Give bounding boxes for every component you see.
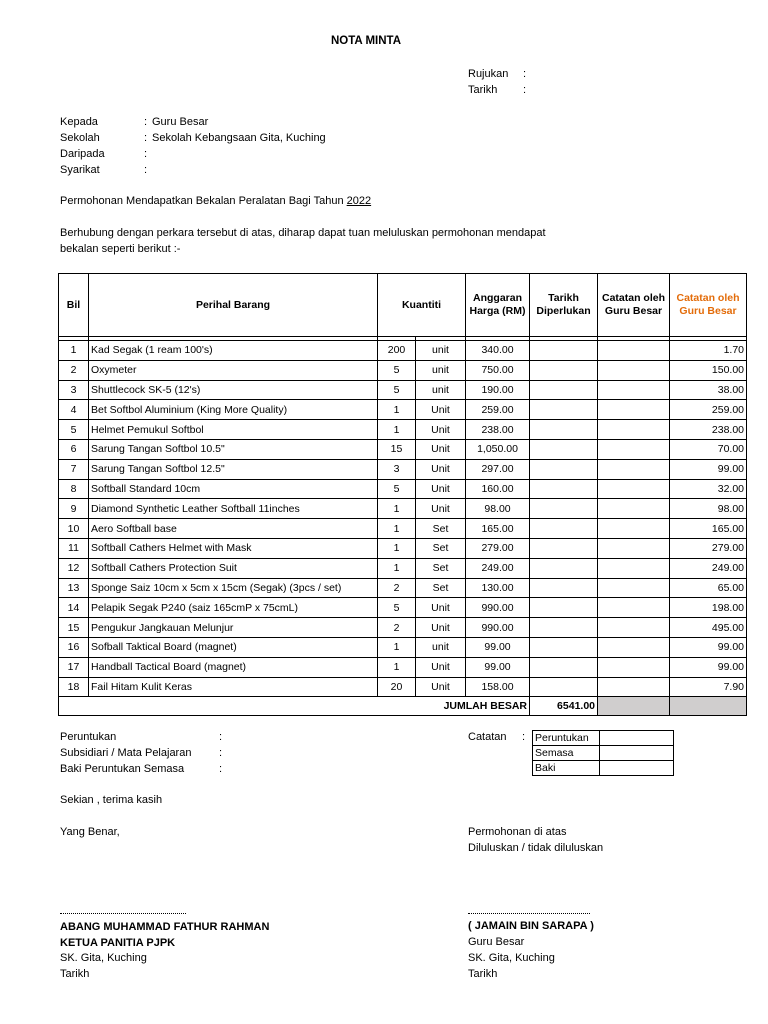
row-unit: Unit <box>416 499 466 519</box>
row-price: 297.00 <box>466 459 530 479</box>
row-bil: 3 <box>59 380 89 400</box>
row-bil: 6 <box>59 439 89 459</box>
row-price: 158.00 <box>466 677 530 697</box>
row-catatan <box>598 598 670 618</box>
row-note: 1.70 <box>670 341 747 361</box>
row-bil: 10 <box>59 519 89 539</box>
table-row <box>59 341 747 361</box>
row-unit: Unit <box>416 400 466 420</box>
table-row <box>59 677 747 697</box>
row-bil: 18 <box>59 677 89 697</box>
row-bil: 11 <box>59 538 89 558</box>
row-catatan <box>598 380 670 400</box>
syarikat-label: Syarikat <box>60 164 100 176</box>
row-note: 99.00 <box>670 459 747 479</box>
row-unit: Unit <box>416 459 466 479</box>
table-row <box>59 657 747 677</box>
kepada-colon: : <box>144 116 148 128</box>
row-tarikh <box>530 637 598 657</box>
row-catatan <box>598 479 670 499</box>
catatan-peruntukan: Peruntukan <box>533 731 600 746</box>
row-unit: unit <box>416 380 466 400</box>
thanks-text: Sekian , terima kasih <box>60 794 163 806</box>
signatory-right-name: ( JAMAIN BIN SARAPA ) <box>468 920 594 932</box>
row-item: Softball Cathers Helmet with Mask <box>89 538 378 558</box>
header-tarikh: Tarikh Diperlukan <box>530 274 598 337</box>
row-catatan <box>598 538 670 558</box>
row-note: 99.00 <box>670 637 747 657</box>
row-bil: 16 <box>59 637 89 657</box>
table-row <box>59 479 747 499</box>
row-item: Pelapik Segak P240 (saiz 165cmP x 75cmL) <box>89 598 378 618</box>
row-item: Bet Softbol Aluminium (King More Quality) <box>89 400 378 420</box>
row-tarikh <box>530 420 598 440</box>
row-tarikh <box>530 538 598 558</box>
row-unit: Unit <box>416 598 466 618</box>
yang-benar-text: Yang Benar, <box>60 826 120 838</box>
syarikat-colon: : <box>144 164 148 176</box>
table-row <box>59 380 747 400</box>
signatory-left-school: SK. Gita, Kuching <box>60 952 147 964</box>
row-catatan <box>598 657 670 677</box>
catatan-table <box>532 730 674 776</box>
row-note: 7.90 <box>670 677 747 697</box>
row-note: 32.00 <box>670 479 747 499</box>
row-note: 238.00 <box>670 420 747 440</box>
table-row <box>59 360 747 380</box>
row-note: 38.00 <box>670 380 747 400</box>
table-row <box>59 499 747 519</box>
row-unit: unit <box>416 637 466 657</box>
row-tarikh <box>530 519 598 539</box>
signatory-right-school: SK. Gita, Kuching <box>468 952 555 964</box>
row-bil: 5 <box>59 420 89 440</box>
row-qty: 1 <box>378 519 416 539</box>
row-price: 990.00 <box>466 598 530 618</box>
table-row <box>59 578 747 598</box>
table-row <box>59 618 747 638</box>
row-tarikh <box>530 598 598 618</box>
row-unit: Unit <box>416 618 466 638</box>
row-unit: Set <box>416 558 466 578</box>
row-qty: 20 <box>378 677 416 697</box>
table-row <box>59 519 747 539</box>
row-note: 259.00 <box>670 400 747 420</box>
row-price: 190.00 <box>466 380 530 400</box>
row-catatan <box>598 420 670 440</box>
row-item: Oxymeter <box>89 360 378 380</box>
row-catatan <box>598 459 670 479</box>
row-qty: 3 <box>378 459 416 479</box>
row-catatan <box>598 618 670 638</box>
row-unit: Set <box>416 519 466 539</box>
baki-label: Baki Peruntukan Semasa <box>60 763 185 775</box>
row-tarikh <box>530 578 598 598</box>
row-catatan <box>598 578 670 598</box>
row-price: 98.00 <box>466 499 530 519</box>
row-qty: 15 <box>378 439 416 459</box>
row-item: Pengukur Jangkauan Melunjur <box>89 618 378 638</box>
row-item: Softball Cathers Protection Suit <box>89 558 378 578</box>
row-qty: 5 <box>378 598 416 618</box>
row-price: 130.00 <box>466 578 530 598</box>
row-unit: Unit <box>416 420 466 440</box>
row-bil: 15 <box>59 618 89 638</box>
header-anggaran: Anggaran Harga (RM) <box>466 274 530 337</box>
row-unit: unit <box>416 341 466 361</box>
row-bil: 13 <box>59 578 89 598</box>
row-note: 99.00 <box>670 657 747 677</box>
row-price: 99.00 <box>466 657 530 677</box>
row-catatan <box>598 677 670 697</box>
row-item: Sponge Saiz 10cm x 5cm x 15cm (Segak) (3pcs / set) <box>89 578 378 598</box>
row-item: Softball Standard 10cm <box>89 479 378 499</box>
row-note: 279.00 <box>670 538 747 558</box>
peruntukan-label: Peruntukan <box>60 731 117 743</box>
row-tarikh <box>530 341 598 361</box>
row-price: 279.00 <box>466 538 530 558</box>
row-qty: 1 <box>378 499 416 519</box>
row-tarikh <box>530 499 598 519</box>
row-note: 249.00 <box>670 558 747 578</box>
row-unit: Set <box>416 578 466 598</box>
row-note: 98.00 <box>670 499 747 519</box>
kepada-value: Guru Besar <box>152 116 209 128</box>
row-tarikh <box>530 657 598 677</box>
row-qty: 2 <box>378 578 416 598</box>
row-price: 99.00 <box>466 637 530 657</box>
kepada-label: Kepada <box>60 116 98 128</box>
catatan-label: Catatan <box>468 731 507 743</box>
subject-text: Permohonan Mendapatkan Bekalan Peralatan Bagi Tahun <box>60 195 344 207</box>
row-note: 65.00 <box>670 578 747 598</box>
signatory-right-title: Guru Besar <box>468 936 525 948</box>
tarikh-label: Tarikh <box>468 84 498 96</box>
row-unit: Set <box>416 538 466 558</box>
tarikh-colon: : <box>523 84 527 96</box>
peruntukan-colon: : <box>219 731 223 743</box>
row-item: Kad Segak (1 ream 100's) <box>89 341 378 361</box>
row-price: 1,050.00 <box>466 439 530 459</box>
row-item: Diamond Synthetic Leather Softball 11inches <box>89 499 378 519</box>
permohonan-line-1: Permohonan di atas <box>468 826 567 838</box>
row-qty: 200 <box>378 341 416 361</box>
row-note: 495.00 <box>670 618 747 638</box>
sekolah-colon: : <box>144 132 148 144</box>
row-item: Shuttlecock SK-5 (12's) <box>89 380 378 400</box>
row-note: 150.00 <box>670 360 747 380</box>
header-perihal: Perihal Barang <box>89 274 378 337</box>
row-tarikh <box>530 677 598 697</box>
signature-line-left <box>60 913 186 914</box>
table-header-row <box>59 274 747 337</box>
signatory-left-date: Tarikh <box>60 968 90 980</box>
sekolah-label: Sekolah <box>60 132 100 144</box>
table-row <box>59 637 747 657</box>
signatory-left-title: KETUA PANITIA PJPK <box>60 937 176 949</box>
sekolah-value: Sekolah Kebangsaan Gita, Kuching <box>152 132 326 144</box>
row-bil: 12 <box>59 558 89 578</box>
table-row <box>59 420 747 440</box>
row-qty: 1 <box>378 637 416 657</box>
row-qty: 1 <box>378 538 416 558</box>
row-bil: 14 <box>59 598 89 618</box>
row-catatan <box>598 400 670 420</box>
catatan-row <box>533 746 674 761</box>
signatory-right-date: Tarikh <box>468 968 498 980</box>
row-price: 340.00 <box>466 341 530 361</box>
row-note: 70.00 <box>670 439 747 459</box>
row-unit: Unit <box>416 657 466 677</box>
items-table <box>58 273 747 716</box>
row-bil: 8 <box>59 479 89 499</box>
total-row <box>59 697 747 716</box>
row-price: 160.00 <box>466 479 530 499</box>
catatan-row <box>533 761 674 776</box>
catatan-row <box>533 731 674 746</box>
row-unit: Unit <box>416 677 466 697</box>
row-unit: Unit <box>416 479 466 499</box>
subsidiari-colon: : <box>219 747 223 759</box>
daripada-colon: : <box>144 148 148 160</box>
subsidiari-label: Subsidiari / Mata Pelajaran <box>60 747 192 759</box>
signatory-left-name: ABANG MUHAMMAD FATHUR RAHMAN <box>60 921 270 933</box>
rujukan-label: Rujukan <box>468 68 509 80</box>
row-unit: unit <box>416 360 466 380</box>
header-catatan-gb-2: Catatan oleh Guru Besar <box>670 274 747 337</box>
header-bil: Bil <box>59 274 89 337</box>
header-catatan-gb: Catatan oleh Guru Besar <box>598 274 670 337</box>
table-row <box>59 538 747 558</box>
table-row <box>59 439 747 459</box>
table-row <box>59 400 747 420</box>
row-tarikh <box>530 459 598 479</box>
row-item: Sarung Tangan Softbol 12.5" <box>89 459 378 479</box>
row-tarikh <box>530 618 598 638</box>
row-qty: 5 <box>378 479 416 499</box>
row-bil: 9 <box>59 499 89 519</box>
row-qty: 1 <box>378 400 416 420</box>
table-row <box>59 558 747 578</box>
table-row <box>59 598 747 618</box>
row-note: 198.00 <box>670 598 747 618</box>
subject-line <box>60 195 371 207</box>
row-tarikh <box>530 439 598 459</box>
row-item: Aero Softball base <box>89 519 378 539</box>
row-bil: 1 <box>59 341 89 361</box>
row-item: Sofball Taktical Board (magnet) <box>89 637 378 657</box>
catatan-semasa: Semasa <box>533 746 600 761</box>
row-qty: 1 <box>378 420 416 440</box>
catatan-colon: : <box>522 731 526 743</box>
subject-year: 2022 <box>346 195 372 207</box>
row-item: Helmet Pemukul Softbol <box>89 420 378 440</box>
table-row <box>59 459 747 479</box>
baki-colon: : <box>219 763 223 775</box>
row-catatan <box>598 499 670 519</box>
row-bil: 7 <box>59 459 89 479</box>
total-label: JUMLAH BESAR <box>378 697 530 716</box>
daripada-label: Daripada <box>60 148 105 160</box>
signature-line-right <box>468 913 590 914</box>
row-bil: 4 <box>59 400 89 420</box>
row-qty: 1 <box>378 558 416 578</box>
catatan-baki: Baki <box>533 761 600 776</box>
rujukan-colon: : <box>523 68 527 80</box>
row-qty: 2 <box>378 618 416 638</box>
row-tarikh <box>530 400 598 420</box>
row-qty: 5 <box>378 360 416 380</box>
row-tarikh <box>530 479 598 499</box>
row-tarikh <box>530 380 598 400</box>
row-catatan <box>598 439 670 459</box>
row-tarikh <box>530 558 598 578</box>
row-note: 165.00 <box>670 519 747 539</box>
row-item: Sarung Tangan Softbol 10.5" <box>89 439 378 459</box>
row-bil: 17 <box>59 657 89 677</box>
row-qty: 5 <box>378 380 416 400</box>
row-price: 249.00 <box>466 558 530 578</box>
row-tarikh <box>530 360 598 380</box>
intro-line-1: Berhubung dengan perkara tersebut di atas, diharap dapat tuan meluluskan permohonan mendapat <box>60 227 546 239</box>
row-item: Fail Hitam Kulit Keras <box>89 677 378 697</box>
row-price: 238.00 <box>466 420 530 440</box>
row-catatan <box>598 637 670 657</box>
row-item: Handball Tactical Board (magnet) <box>89 657 378 677</box>
row-catatan <box>598 360 670 380</box>
row-catatan <box>598 558 670 578</box>
row-catatan <box>598 341 670 361</box>
header-kuantiti: Kuantiti <box>378 274 466 337</box>
row-price: 259.00 <box>466 400 530 420</box>
total-value: 6541.00 <box>530 697 598 716</box>
row-unit: Unit <box>416 439 466 459</box>
row-price: 165.00 <box>466 519 530 539</box>
intro-line-2: bekalan seperti berikut :- <box>60 243 181 255</box>
document-title: NOTA MINTA <box>330 35 402 47</box>
row-catatan <box>598 519 670 539</box>
permohonan-line-2: Diluluskan / tidak diluluskan <box>468 842 604 854</box>
row-price: 990.00 <box>466 618 530 638</box>
row-bil: 2 <box>59 360 89 380</box>
row-price: 750.00 <box>466 360 530 380</box>
row-qty: 1 <box>378 657 416 677</box>
